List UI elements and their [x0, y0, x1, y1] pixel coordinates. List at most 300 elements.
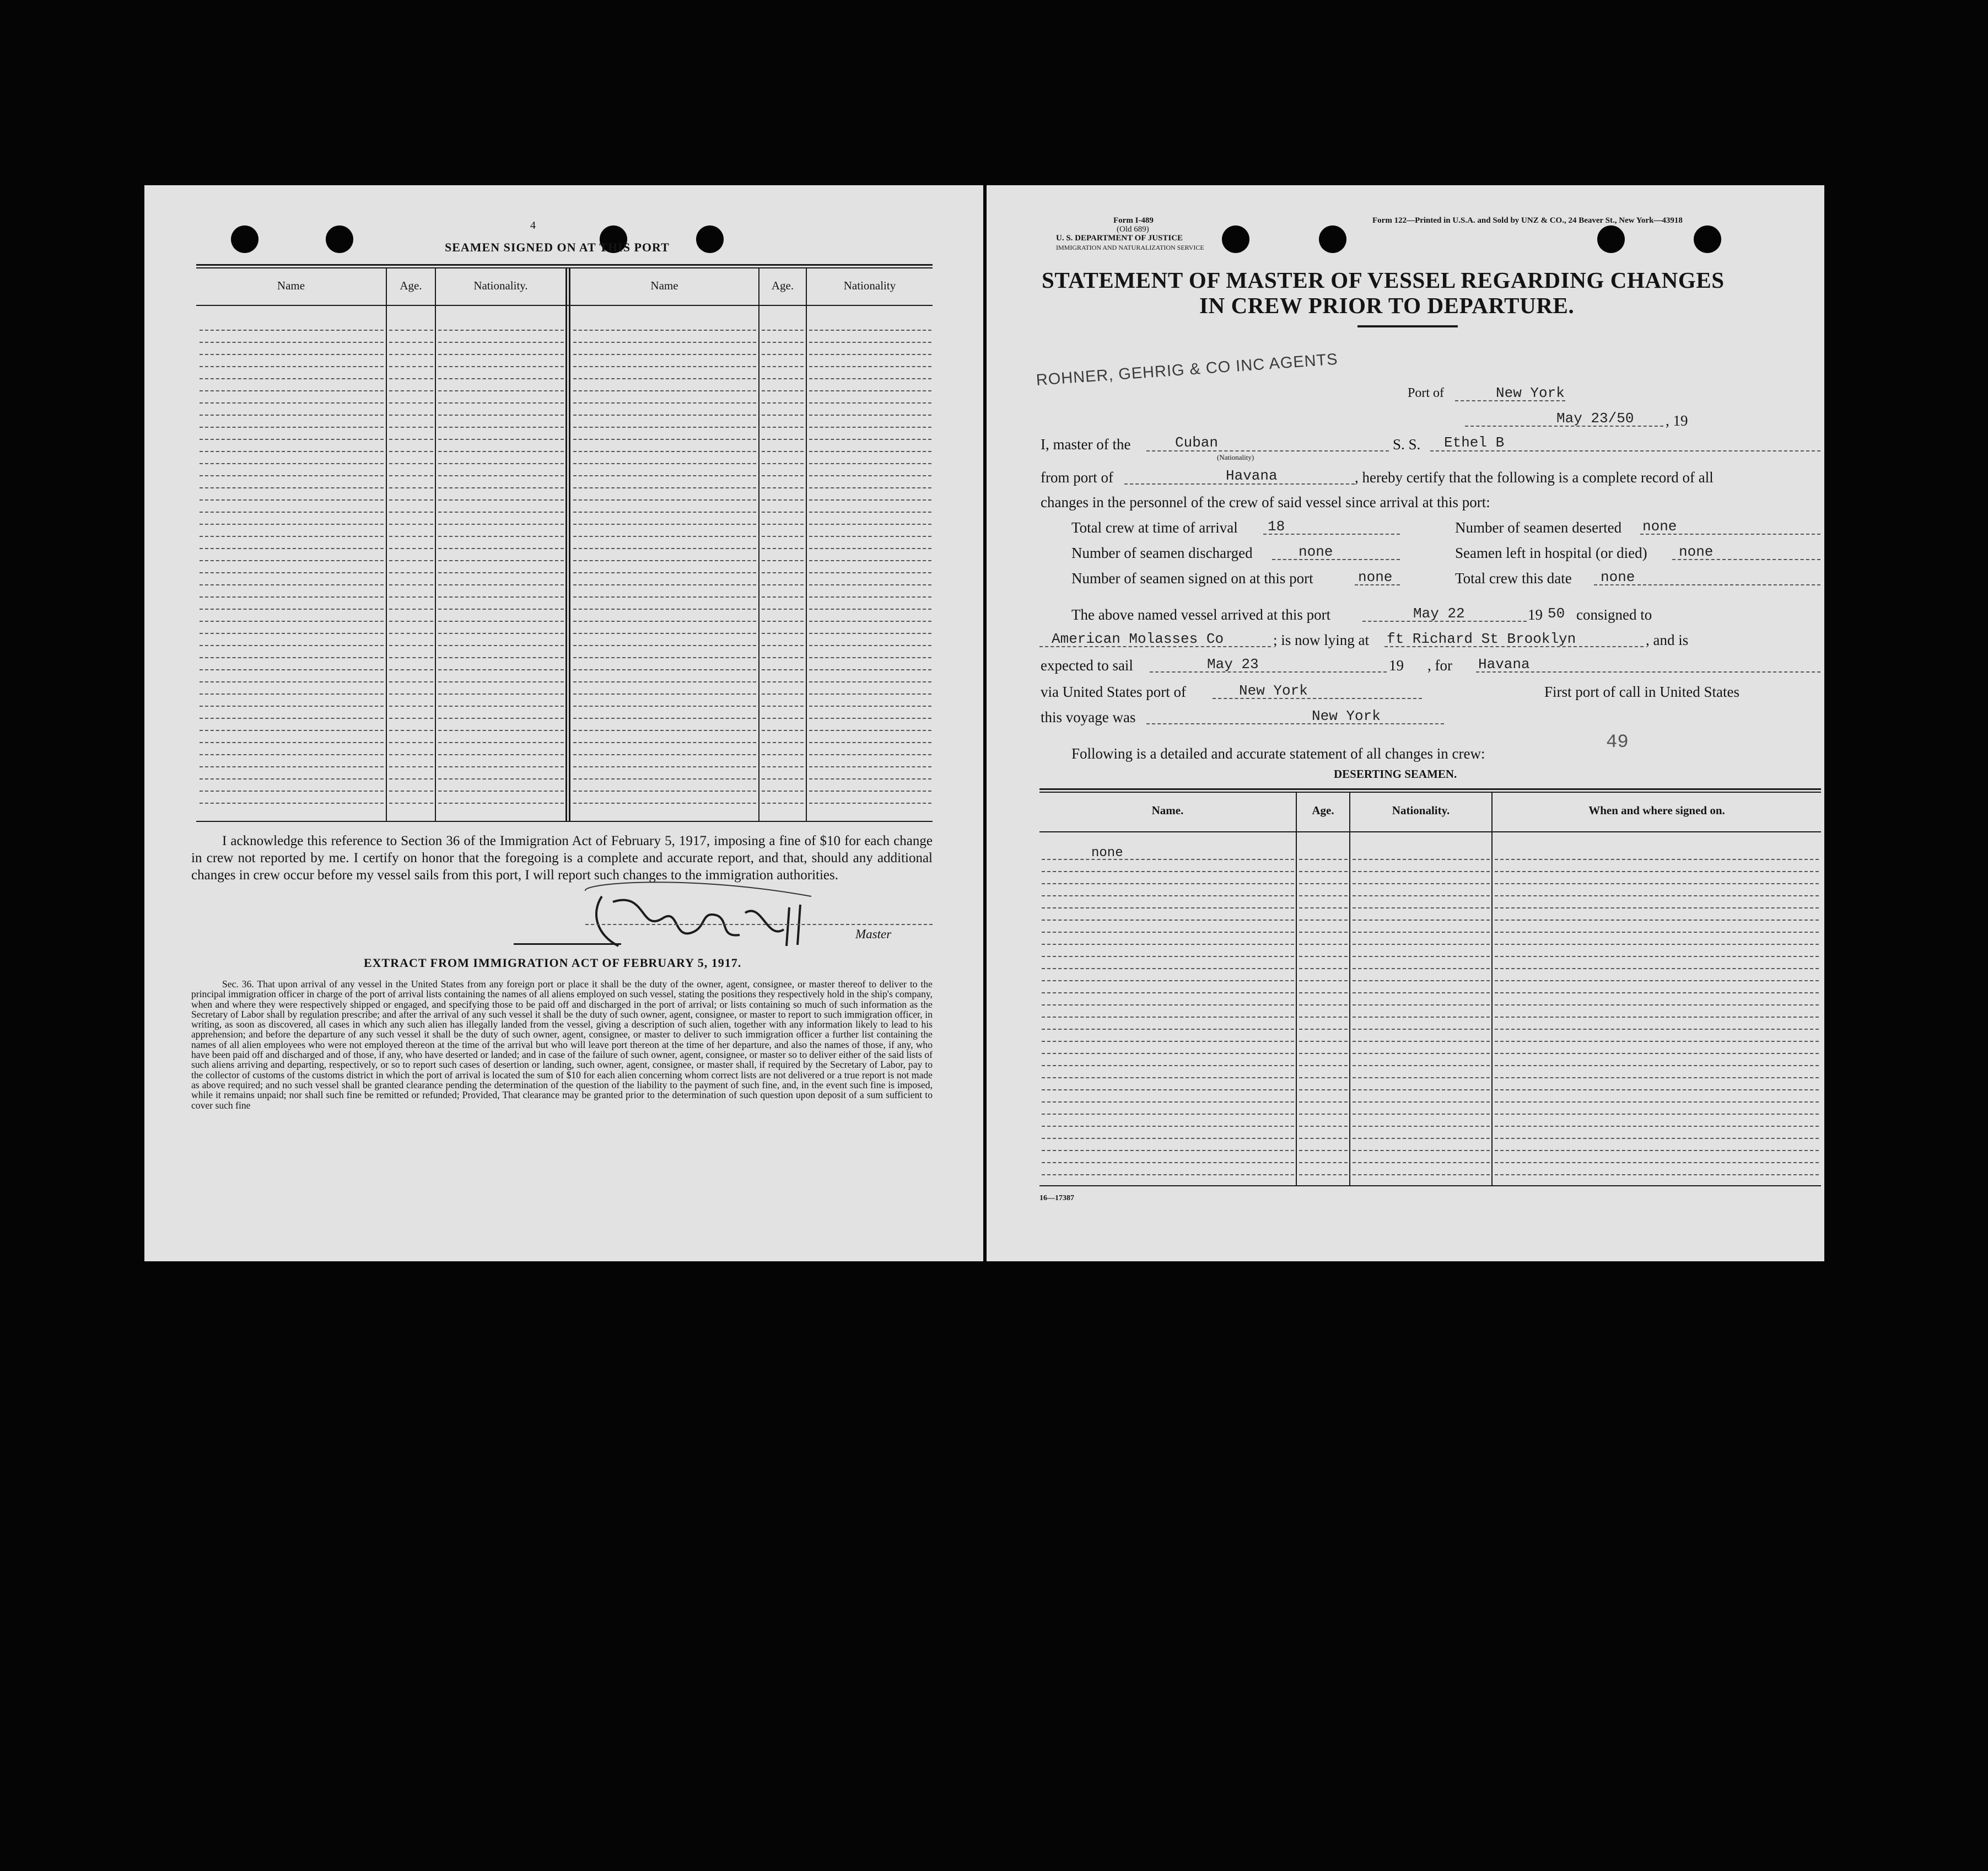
row-guide [1353, 895, 1490, 896]
row-guide [762, 342, 804, 343]
row-guide [1299, 907, 1348, 908]
row-guide [200, 548, 384, 549]
row-guide [438, 681, 564, 682]
row-guide [1495, 1077, 1819, 1078]
row-guide [1299, 992, 1348, 993]
column-divider [565, 267, 567, 821]
column-divider [569, 267, 570, 821]
row-guide [1495, 980, 1819, 981]
row-guide [762, 439, 804, 440]
row-guide [762, 803, 804, 804]
row-guide [1299, 1174, 1348, 1175]
row-guide [200, 742, 384, 743]
row-guide [573, 657, 756, 658]
row-guide [573, 693, 756, 695]
column-divider [806, 267, 807, 821]
row-guide [200, 718, 384, 719]
row-guide [573, 499, 756, 501]
row-guide [1495, 992, 1819, 993]
row-guide [200, 754, 384, 755]
row-guide [573, 572, 756, 573]
row-guide [438, 645, 564, 646]
total-crew-arrival-label: Total crew at time of arrival [1071, 519, 1238, 536]
punch-hole [231, 225, 258, 253]
expected-label: expected to sail [1041, 657, 1133, 674]
row-guide [1353, 883, 1490, 884]
row-guide [1042, 859, 1294, 860]
row-guide [1042, 932, 1294, 933]
row-guide [389, 378, 433, 379]
row-guide [809, 572, 931, 573]
nationality-caption: (Nationality) [1217, 453, 1254, 461]
row-guide [1353, 968, 1490, 969]
row-guide [762, 378, 804, 379]
row-guide [809, 730, 931, 731]
row-guide [573, 596, 756, 598]
row-guide [389, 451, 433, 452]
row-guide [200, 342, 384, 343]
row-guide [762, 621, 804, 622]
row-guide [809, 378, 931, 379]
ss-label: S. S. [1393, 436, 1421, 453]
row-guide [1495, 1004, 1819, 1006]
row-guide [438, 778, 564, 779]
arrived-year-value: 50 [1548, 605, 1565, 622]
arrived-label: The above named vessel arrived at this port [1071, 606, 1331, 623]
row-guide [762, 609, 804, 610]
via-label: via United States port of [1041, 684, 1186, 700]
row-guide [1495, 1029, 1819, 1030]
row-guide [1353, 859, 1490, 860]
row-guide [1353, 956, 1490, 957]
row-guide [809, 366, 931, 367]
row-guide [389, 657, 433, 658]
row-guide [1299, 1150, 1348, 1151]
row-guide [762, 791, 804, 792]
row-guide [1042, 1089, 1294, 1090]
arrived-value: May 22 [1413, 605, 1465, 622]
row-guide [573, 402, 756, 404]
column-divider [386, 267, 387, 821]
fill-line [1150, 671, 1387, 673]
row-guide [1042, 956, 1294, 957]
row-guide [1353, 920, 1490, 921]
row-guide [1353, 980, 1490, 981]
row-guide [573, 427, 756, 428]
row-guide [200, 524, 384, 525]
row-guide [573, 645, 756, 646]
row-guide [1353, 932, 1490, 933]
row-guide [438, 718, 564, 719]
row-guide [762, 584, 804, 585]
row-guide [200, 609, 384, 610]
row-guide [1042, 883, 1294, 884]
row-guide [200, 791, 384, 792]
row-guide [389, 645, 433, 646]
row-guide [438, 475, 564, 476]
row-guide [573, 621, 756, 622]
row-guide [438, 621, 564, 622]
row-guide [438, 560, 564, 561]
row-guide [762, 402, 804, 404]
from-port-label: from port of [1041, 469, 1113, 486]
form-number: Form I-489 [1113, 216, 1154, 225]
row-guide [438, 596, 564, 598]
row-guide [389, 390, 433, 391]
row-guide [389, 560, 433, 561]
signed-on-value: none [1358, 569, 1393, 585]
fill-line [1272, 559, 1400, 560]
row-guide [389, 415, 433, 416]
row-guide [1353, 1017, 1490, 1018]
discharged-label: Number of seamen discharged [1071, 545, 1253, 561]
row-guide [1495, 871, 1819, 872]
total-crew-date-label: Total crew this date [1455, 570, 1572, 587]
row-guide [809, 487, 931, 488]
row-guide [809, 742, 931, 743]
first-port-label: First port of call in United States [1544, 684, 1739, 700]
row-guide [1042, 1065, 1294, 1066]
row-guide [200, 451, 384, 452]
lying-value: ft Richard St Brooklyn [1387, 631, 1576, 647]
row-guide [389, 669, 433, 670]
row-guide [1495, 1174, 1819, 1175]
row-guide [438, 366, 564, 367]
acknowledgement-paragraph: I acknowledge this reference to Section 36 of the Immigration Act of February 5, 1917, imposing a fine of $10 for each change in crew not reported by me. I certify on honor that the foregoing is a complete and accurate report, and that, should any additional changes in crew occur before my vessel sails from this port, I will report such changes to the immigration authorities. [191, 834, 933, 883]
row-guide [1495, 1126, 1819, 1127]
first-row-name: none [1091, 846, 1123, 861]
row-guide [438, 803, 564, 804]
row-guide [1042, 992, 1294, 993]
table-header-rule [1039, 831, 1821, 832]
row-guide [1495, 907, 1819, 908]
row-guide [762, 754, 804, 755]
expected-value: May 23 [1207, 656, 1259, 673]
row-guide [762, 596, 804, 598]
row-guide [200, 693, 384, 695]
consignee-value: American Molasses Co [1052, 631, 1224, 647]
row-guide [438, 415, 564, 416]
row-guide [1042, 920, 1294, 921]
row-guide [1353, 1162, 1490, 1163]
row-guide [809, 766, 931, 767]
row-guide [1299, 1029, 1348, 1030]
row-guide [1042, 1041, 1294, 1042]
row-guide [438, 536, 564, 537]
row-guide [573, 524, 756, 525]
row-guide [438, 584, 564, 585]
row-guide [1353, 1065, 1490, 1066]
row-guide [762, 524, 804, 525]
column-header-age: Age. [771, 279, 794, 292]
row-guide [1042, 1053, 1294, 1054]
row-guide [1299, 1089, 1348, 1090]
row-guide [809, 718, 931, 719]
column-header-nationality: Nationality. [1392, 804, 1450, 817]
row-guide [1299, 968, 1348, 969]
fill-line [1146, 723, 1444, 724]
row-guide [1299, 871, 1348, 872]
row-guide [809, 657, 931, 658]
row-guide [762, 669, 804, 670]
row-guide [389, 754, 433, 755]
row-guide [573, 803, 756, 804]
row-guide [1299, 1017, 1348, 1018]
extract-text: Sec. 36. That upon arrival of any vessel in the United States from any foreign port or place it shall be the duty of the owner, agent, consignee, or master thereof to deliver to the principal immigration officer in charge of the port of arrival lists containing the names of all aliens employed on such vessel, stating the positions they respectively hold in the ship's company, when and where they were respectively shipped or engaged, and specifying those to be paid off and discharged in the port of arrival; or lists containing so much of such information as the Secretary of Labor shall by regulation prescribe; and after the arrival of any such vessel it shall be the duty of such owner, agent, consignee, or master to report to such immigration officer, in writing, as soon as discovered, all cases in which any such alien has illegally landed from the vessel, giving a description of such alien, together with any information likely to lead to his apprehension; and before the departure of any such vessel it shall be the duty of such owner, agent, consignee, or master to deliver to such immigration officer a further list containing the names of all alien employees who were not employed thereon at the time of the arrival but who will leave port thereon at the time of her departure, and also the names of those, if any, who have been paid off and discharged and of those, if any, who have deserted or landed; and in case of the failure of such owner, agent, consignee, or master so to deliver either of the said lists of such aliens arriving and departing, respectively, or so to report such cases of desertion or landing, such owner, agent, consignee, or master shall, if required by the Secretary of Labor, pay to the collector of customs of the customs district in which the port of arrival is located the sum of $10 for each alien concerning whom correct lists are not delivered or a true report is not made as above required; and no such vessel shall be granted clearance pending the determination of the question of the liability to the payment of such fine, and, in the event such fine is imposed, while it remains unpaid; nor shall such fine be remitted or refunded; Provided, That clearance may be granted prior to the determination of such question upon deposit of a sum sufficient to cover such fine [191, 978, 933, 1111]
form-title-line-2: IN CREW PRIOR TO DEPARTURE. [1199, 293, 1575, 318]
row-guide [809, 596, 931, 598]
row-guide [438, 402, 564, 404]
row-guide [809, 415, 931, 416]
row-guide [1299, 1101, 1348, 1103]
row-guide [1299, 1126, 1348, 1127]
row-guide [438, 693, 564, 695]
extract-title: EXTRACT FROM IMMIGRATION ACT OF FEBRUARY 5, 1917. [364, 956, 742, 970]
row-guide [809, 754, 931, 755]
row-guide [200, 584, 384, 585]
hospital-label: Seamen left in hospital (or died) [1455, 545, 1647, 561]
row-guide [573, 378, 756, 379]
row-guide [762, 463, 804, 464]
row-guide [809, 354, 931, 355]
row-guide [389, 621, 433, 622]
row-guide [573, 609, 756, 610]
row-guide [389, 791, 433, 792]
row-guide [438, 512, 564, 513]
row-guide [573, 342, 756, 343]
port-value: New York [1496, 385, 1565, 401]
row-guide [438, 354, 564, 355]
row-guide [809, 669, 931, 670]
row-guide [762, 366, 804, 367]
row-guide [438, 548, 564, 549]
column-divider [758, 267, 759, 821]
row-guide [200, 475, 384, 476]
table-top-rule [1039, 788, 1821, 790]
row-guide [1495, 1138, 1819, 1139]
row-guide [438, 730, 564, 731]
row-guide [762, 427, 804, 428]
row-guide [1495, 1114, 1819, 1115]
row-guide [1353, 1126, 1490, 1127]
column-divider [435, 267, 436, 821]
deserted-value: none [1642, 518, 1677, 535]
column-header-age: Age. [1312, 804, 1334, 817]
row-guide [200, 439, 384, 440]
row-guide [1353, 1053, 1490, 1054]
row-guide [1353, 1077, 1490, 1078]
row-guide [389, 487, 433, 488]
row-guide [438, 609, 564, 610]
form-title-line-1: STATEMENT OF MASTER OF VESSEL REGARDING CHANGES [1042, 267, 1725, 293]
row-guide [438, 342, 564, 343]
row-guide [762, 718, 804, 719]
row-guide [573, 560, 756, 561]
row-guide [200, 778, 384, 779]
row-guide [438, 657, 564, 658]
row-guide [762, 354, 804, 355]
row-guide [438, 463, 564, 464]
row-guide [809, 693, 931, 695]
voyage-label: this voyage was [1041, 709, 1136, 725]
row-guide [389, 475, 433, 476]
row-guide [1042, 1017, 1294, 1018]
row-guide [389, 584, 433, 585]
row-guide [573, 463, 756, 464]
date-value: May 23/50 [1556, 410, 1634, 427]
row-guide [762, 330, 804, 331]
master-of-label: I, master of the [1041, 436, 1131, 453]
row-guide [762, 633, 804, 634]
row-guide [1495, 1101, 1819, 1103]
row-guide [762, 512, 804, 513]
vessel-value: Ethel B [1444, 434, 1505, 451]
row-guide [1042, 907, 1294, 908]
row-guide [1495, 956, 1819, 957]
row-guide [762, 681, 804, 682]
row-guide [1299, 1041, 1348, 1042]
via-value: New York [1239, 682, 1308, 699]
row-guide [573, 354, 756, 355]
row-guide [1042, 895, 1294, 896]
row-guide [389, 609, 433, 610]
row-guide [1299, 883, 1348, 884]
row-guide [200, 633, 384, 634]
row-guide [573, 366, 756, 367]
from-port-value: Havana [1226, 467, 1278, 484]
nationality-value: Cuban [1175, 434, 1219, 451]
row-guide [1353, 944, 1490, 945]
row-guide [438, 330, 564, 331]
row-guide [1353, 1114, 1490, 1115]
page-number: 4 [530, 219, 536, 232]
date-suffix: , 19 [1666, 412, 1688, 429]
row-guide [762, 693, 804, 695]
agent-stamp: ROHNER, GEHRIG & CO INC AGENTS [1035, 350, 1339, 389]
row-guide [438, 524, 564, 525]
row-guide [438, 669, 564, 670]
row-guide [200, 415, 384, 416]
row-guide [389, 572, 433, 573]
row-guide [573, 669, 756, 670]
row-guide [200, 378, 384, 379]
row-guide [809, 402, 931, 404]
row-guide [573, 633, 756, 634]
row-guide [762, 706, 804, 707]
row-guide [573, 742, 756, 743]
row-guide [438, 378, 564, 379]
voyage-value: New York [1312, 708, 1381, 724]
row-guide [200, 512, 384, 513]
row-guide [200, 463, 384, 464]
column-divider [1491, 792, 1493, 1186]
row-guide [1042, 1138, 1294, 1139]
row-guide [1042, 944, 1294, 945]
row-guide [1299, 932, 1348, 933]
lying-label: ; is now lying at [1273, 632, 1369, 648]
row-guide [438, 754, 564, 755]
right-page [987, 185, 1824, 1261]
row-guide [389, 778, 433, 779]
row-guide [809, 706, 931, 707]
column-header-nationality: Nationality. [473, 279, 528, 292]
row-guide [1495, 895, 1819, 896]
following-label: Following is a detailed and accurate statement of all changes in crew: [1071, 745, 1485, 762]
consigned-label: consigned to [1576, 606, 1652, 623]
row-guide [1353, 871, 1490, 872]
row-guide [1353, 1174, 1490, 1175]
row-guide [1353, 1150, 1490, 1151]
row-guide [1299, 956, 1348, 957]
row-guide [1495, 1053, 1819, 1054]
row-guide [762, 730, 804, 731]
row-guide [389, 742, 433, 743]
column-divider [1296, 792, 1297, 1186]
row-guide [1353, 1029, 1490, 1030]
row-guide [1353, 1089, 1490, 1090]
row-guide [762, 657, 804, 658]
master-label: Master [855, 927, 892, 941]
row-guide [389, 342, 433, 343]
row-guide [1299, 980, 1348, 981]
row-guide [389, 803, 433, 804]
row-guide [1042, 1029, 1294, 1030]
row-guide [762, 548, 804, 549]
table-bottom-rule [196, 821, 933, 822]
row-guide [1299, 944, 1348, 945]
form-old-number: (Old 689) [1117, 225, 1149, 234]
row-guide [438, 766, 564, 767]
row-guide [1353, 992, 1490, 993]
row-guide [200, 803, 384, 804]
row-guide [389, 512, 433, 513]
port-label: Port of [1408, 386, 1444, 400]
row-guide [1495, 932, 1819, 933]
table-header-rule [196, 305, 933, 306]
table-bottom-rule [1039, 1185, 1821, 1186]
row-guide [200, 596, 384, 598]
row-guide [1353, 1041, 1490, 1042]
row-guide [762, 560, 804, 561]
row-guide [809, 330, 931, 331]
column-header-age: Age. [400, 279, 422, 292]
row-guide [573, 415, 756, 416]
row-guide [438, 742, 564, 743]
row-guide [200, 427, 384, 428]
row-guide [573, 536, 756, 537]
row-guide [200, 669, 384, 670]
row-guide [1042, 1004, 1294, 1006]
deserting-seamen-heading: DESERTING SEAMEN. [1334, 767, 1457, 781]
row-guide [438, 427, 564, 428]
row-guide [809, 645, 931, 646]
row-guide [1042, 1150, 1294, 1151]
row-guide [809, 342, 931, 343]
row-guide [762, 766, 804, 767]
row-guide [809, 548, 931, 549]
row-guide [573, 681, 756, 682]
page-mark: 49 [1606, 732, 1629, 753]
row-guide [1495, 1065, 1819, 1066]
row-guide [573, 791, 756, 792]
row-guide [573, 330, 756, 331]
row-guide [809, 609, 931, 610]
row-guide [1495, 1017, 1819, 1018]
for-label: , for [1427, 657, 1452, 674]
row-guide [389, 354, 433, 355]
row-guide [573, 390, 756, 391]
row-guide [573, 778, 756, 779]
